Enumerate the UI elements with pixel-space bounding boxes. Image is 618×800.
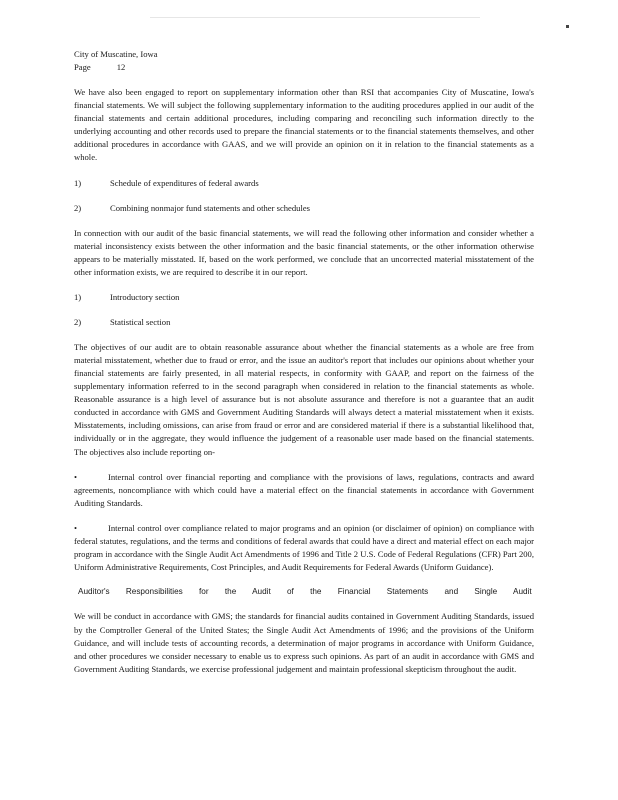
other-info-list-item	[74, 316, 534, 329]
list-text: Introductory section	[110, 291, 180, 302]
client-name: City of Muscatine, Iowa	[74, 49, 158, 59]
list-text: Statistical section	[110, 316, 171, 327]
objective-bullet	[74, 471, 534, 510]
page-label: Page	[74, 62, 91, 73]
scan-artifact-line	[150, 17, 480, 18]
bullet-text: Internal control over compliance related to major programs and an opinion (or disclaimer of opinion) on compliance with federal statutes, regulations, and the terms and conditions of federal awards that could have a direct and material effect on each major program in accordance with the Single Audit Act Amendments of 1996 and Title 2 U.S. Code of Federal Regulations (CFR) Part 200, Uniform Administrative Requirements, Cost Principles, and Audit Requirements for Federal Awards (Uniform Guidance).	[74, 522, 534, 572]
objective-bullet	[74, 522, 534, 574]
list-number: 1)	[74, 177, 82, 188]
objectives-paragraph: The objectives of our audit are to obtain reasonable assurance about whether the financial statements as a whole are free from material misstatement, whether due to fraud or error, and the issue an auditor's report that includes our opinions about whether your financial statements are fairly presented, in all material respects, in conformity with GAAP, and report on the fairness of the supplementary information referred to in the second paragraph when considered in relation to the financial statements as whole. Reasonable assurance is a high level of assurance but is not absolute assurance and therefore is not a guarantee that an audit conducted in accordance with GMS and Government Auditing Standards will always detect a material misstatement when it exists. Misstatements, including omissions, can arise from fraud or error and are considered material if there is a substantial likelihood that, individually or in the aggregate, they would influence the judgement of a reasonable user made based on the financial statements. The objectives also include reporting on-	[74, 342, 534, 457]
other-information-paragraph: In connection with our audit of the basic financial statements, we will read the following other information and consider whether a material inconsistency exists between the other information and the basic financial statements, or the other information otherwise appears to be materially misstated. If, based on the work performed, we conclude that an uncorrected material misstatement of the other information exists, we are required to describe it in our report.	[74, 227, 534, 277]
bullet-text: Internal control over financial reporting and compliance with the provisions of laws, regulations, contracts and award agreements, noncompliance with which could have a material effect on the financial statements in accordance with Government Auditing Standards.	[74, 471, 534, 508]
list-number: 2)	[74, 316, 82, 327]
supplementary-intro-paragraph: We have also been engaged to report on supplementary information other than RSI that accompanies City of Muscatine, Iowa's financial statements. We will subject the following supplementary information to the auditing procedures applied in our audit of the financial statements and certain additional procedures, including comparing and reconciling such information directly to the underlying accounting and other records used to prepare the financial statements or to the financial statements themselves, and other additional procedures in accordance with GAAS, and we will provide an opinion on it in relation to the financial statements as a whole.	[74, 87, 534, 163]
page-header	[74, 48, 534, 74]
other-info-list-item	[74, 291, 534, 304]
page-indicator	[74, 61, 534, 74]
list-text: Schedule of expenditures of federal awards	[110, 177, 259, 188]
bullet-symbol: •	[74, 522, 78, 533]
bullet-symbol: •	[74, 471, 78, 482]
section-heading: Auditor's Responsibilities for the Audit of the Financial Statements and Single Audit	[78, 587, 532, 596]
page-number: 12	[116, 62, 126, 73]
scan-artifact-mark	[566, 25, 569, 28]
list-text: Combining nonmajor fund statements and other schedules	[110, 202, 311, 213]
list-number: 1)	[74, 291, 82, 302]
supplementary-list-item	[74, 177, 534, 190]
responsibilities-paragraph: We will be conduct in accordance with GMS; the standards for financial audits contained in Government Auditing Standards, issued by the Comptroller General of the United States; the Single Audit Act Amendments of 1996; and the provisions of the Uniform Guidance, and will include tests of accounting records, a determination of major programs in accordance with Uniform Guidance, and other procedures we consider necessary to enable us to express such opinions. As part of an audit in accordance with GMS and Government Auditing Standards, we exercise professional judgement and maintain professional skepticism throughout the audit.	[74, 611, 534, 674]
supplementary-list-item	[74, 202, 534, 215]
list-number: 2)	[74, 202, 82, 213]
document-page	[74, 48, 534, 688]
